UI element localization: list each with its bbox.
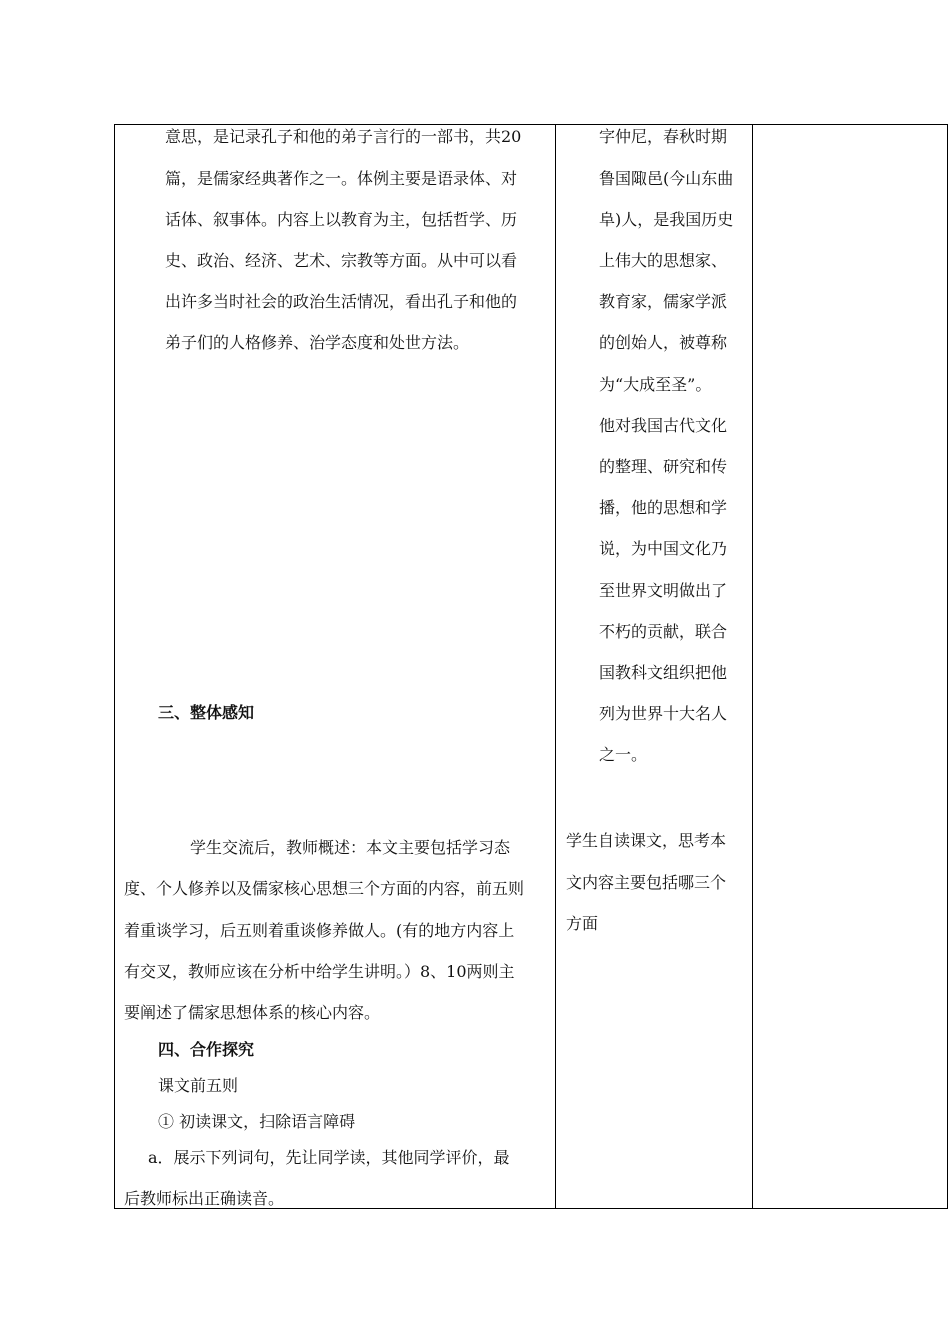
intro-line: 意思，是记录孔子和他的弟子言行的一部书，共20 xyxy=(165,127,522,146)
overview-line: 要阐述了儒家思想体系的核心内容。 xyxy=(124,1003,381,1022)
intro-line: 出许多当时社会的政治生活情况，看出孔子和他的 xyxy=(165,292,518,311)
overview-line: 有交叉，教师应该在分析中给学生讲明。）8、10两则主 xyxy=(124,962,515,981)
bio-line: 国教科文组织把他 xyxy=(599,663,728,682)
bio-line: 列为世界十大名人 xyxy=(599,704,728,723)
bio-line: 阜)人，是我国历史 xyxy=(599,210,734,229)
intro-line: 篇，是儒家经典著作之一。体例主要是语录体、对 xyxy=(165,169,518,188)
section-heading-inquiry: 四、合作探究 xyxy=(158,1040,255,1059)
intro-line: 话体、叙事体。内容上以教育为主，包括哲学、历 xyxy=(165,210,518,229)
activity-line: 方面 xyxy=(566,914,599,933)
column-divider-2 xyxy=(752,124,753,1209)
bio-line: 为“大成至圣”。 xyxy=(599,375,712,394)
bio-line: 不朽的贡献，联合 xyxy=(599,622,728,641)
bio-line: 字仲尼，春秋时期 xyxy=(599,127,728,146)
section-heading-overview: 三、整体感知 xyxy=(158,703,255,722)
bio-line: 说，为中国文化乃 xyxy=(599,539,728,558)
bio-line: 之一。 xyxy=(599,745,648,764)
activity-line: 学生自读课文，思考本 xyxy=(566,831,727,850)
activity-line: 文内容主要包括哪三个 xyxy=(566,873,727,892)
overview-line: 度、个人修养以及儒家核心思想三个方面的内容，前五则 xyxy=(124,879,525,898)
inquiry-line: ① 初读课文，扫除语言障碍 xyxy=(158,1112,356,1131)
inquiry-line: 课文前五则 xyxy=(158,1076,239,1095)
bio-line: 的创始人，被尊称 xyxy=(599,333,728,352)
bio-line: 上伟大的思想家、 xyxy=(599,251,728,270)
intro-line: 弟子们的人格修养、治学态度和处世方法。 xyxy=(165,333,470,352)
intro-line: 史、政治、经济、艺术、宗教等方面。从中可以看 xyxy=(165,251,518,270)
bio-line: 的整理、研究和传 xyxy=(599,457,728,476)
overview-line: 学生交流后，教师概述：本文主要包括学习态 xyxy=(190,838,511,857)
inquiry-line: 后教师标出正确读音。 xyxy=(124,1189,285,1208)
bio-line: 他对我国古代文化 xyxy=(599,416,728,435)
overview-line: 着重谈学习，后五则着重谈修养做人。(有的地方内容上 xyxy=(124,921,515,940)
bio-line: 播，他的思想和学 xyxy=(599,498,728,517)
column-divider-1 xyxy=(555,124,556,1209)
bio-line: 至世界文明做出了 xyxy=(599,581,728,600)
bio-line: 鲁国陬邑(今山东曲 xyxy=(599,169,734,188)
bio-line: 教育家，儒家学派 xyxy=(599,292,728,311)
inquiry-line: a．展示下列词句，先让同学读，其他同学评价，最 xyxy=(148,1148,510,1167)
